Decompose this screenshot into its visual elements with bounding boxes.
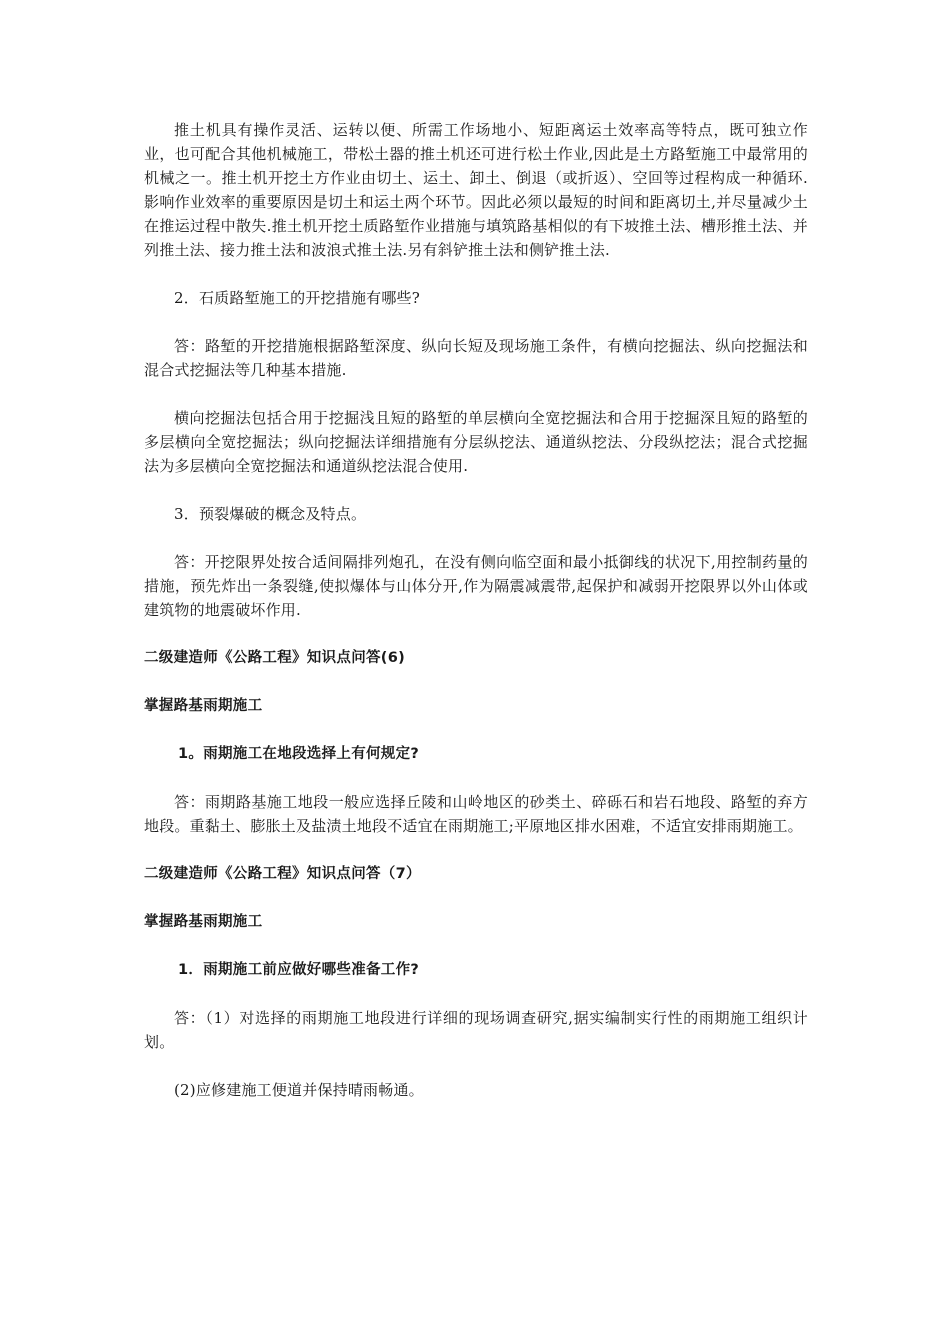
paragraph-excavation-methods: 横向挖掘法包括合用于挖掘浅且短的路堑的单层横向全宽挖掘法和合用于挖掘深且短的路堑的多层横向全宽挖掘法；纵向挖掘法详细措施有分层纵挖法、通道纵挖法、分段纵挖法；混合式挖掘法为多层横向全宽挖掘法和通道纵挖法混合使用.: [144, 409, 808, 475]
document-page: [144, 118, 808, 1102]
paragraph-bulldozer: 推土机具有操作灵活、运转以便、所需工作场地小、短距离运土效率高等特点，既可独立作业，也可配合其他机械施工，带松土器的推土机还可进行松土作业,因此是土方路堑施工中最常用的机械之一。推土机开挖土方作业由切土、运土、卸土、倒退（或折返）、空回等过程构成一种循环.影响作业效率的重要原因是切土和运土两个环节。因此必须以最短的时间和距离切土,并尽量减少土在推运过程中散失.推土机开挖土质路堑作业措施与填筑路基相似的有下坡推土法、槽形推土法、并列推土法、接力推土法和波浪式推土法.另有斜铲推土法和侧铲推土法.: [144, 121, 808, 259]
question-7-1: 1．雨期施工前应做好哪些准备工作?: [178, 962, 420, 978]
answer-2: 答：路堑的开挖措施根据路堑深度、纵向长短及现场施工条件，有横向挖掘法、纵向挖掘法和混合式挖掘法等几种基本措施.: [144, 337, 808, 379]
subheading-6: 掌握路基雨期施工: [144, 698, 263, 714]
question-2: 2．石质路堑施工的开挖措施有哪些?: [174, 289, 420, 307]
section-heading-6: 二级建造师《公路工程》知识点问答(6): [144, 650, 406, 666]
question-6-1: 1。雨期施工在地段选择上有何规定?: [178, 746, 420, 762]
answer-7-2: (2)应修建施工便道并保持晴雨畅通。: [174, 1081, 424, 1099]
answer-3: 答：开挖限界处按合适间隔排列炮孔，在没有侧向临空面和最小抵御线的状况下,用控制药量的措施，预先炸出一条裂缝,使拟爆体与山体分开,作为隔震减震带,起保护和减弱开挖限界以外山体或建筑物的地震破坏作用.: [144, 553, 808, 619]
answer-6-1: 答：雨期路基施工地段一般应选择丘陵和山岭地区的砂类土、碎砾石和岩石地段、路堑的弃方地段。重黏土、膨胀土及盐渍土地段不适宜在雨期施工;平原地区排水困难，不适宜安排雨期施工。: [144, 793, 808, 835]
answer-7-1: 答：（1）对选择的雨期施工地段进行详细的现场调查研究,据实编制实行性的雨期施工组织计划。: [144, 1009, 808, 1051]
question-3: 3．预裂爆破的概念及特点。: [174, 505, 367, 523]
section-heading-7: 二级建造师《公路工程》知识点问答（7）: [144, 866, 421, 882]
subheading-7: 掌握路基雨期施工: [144, 914, 263, 930]
